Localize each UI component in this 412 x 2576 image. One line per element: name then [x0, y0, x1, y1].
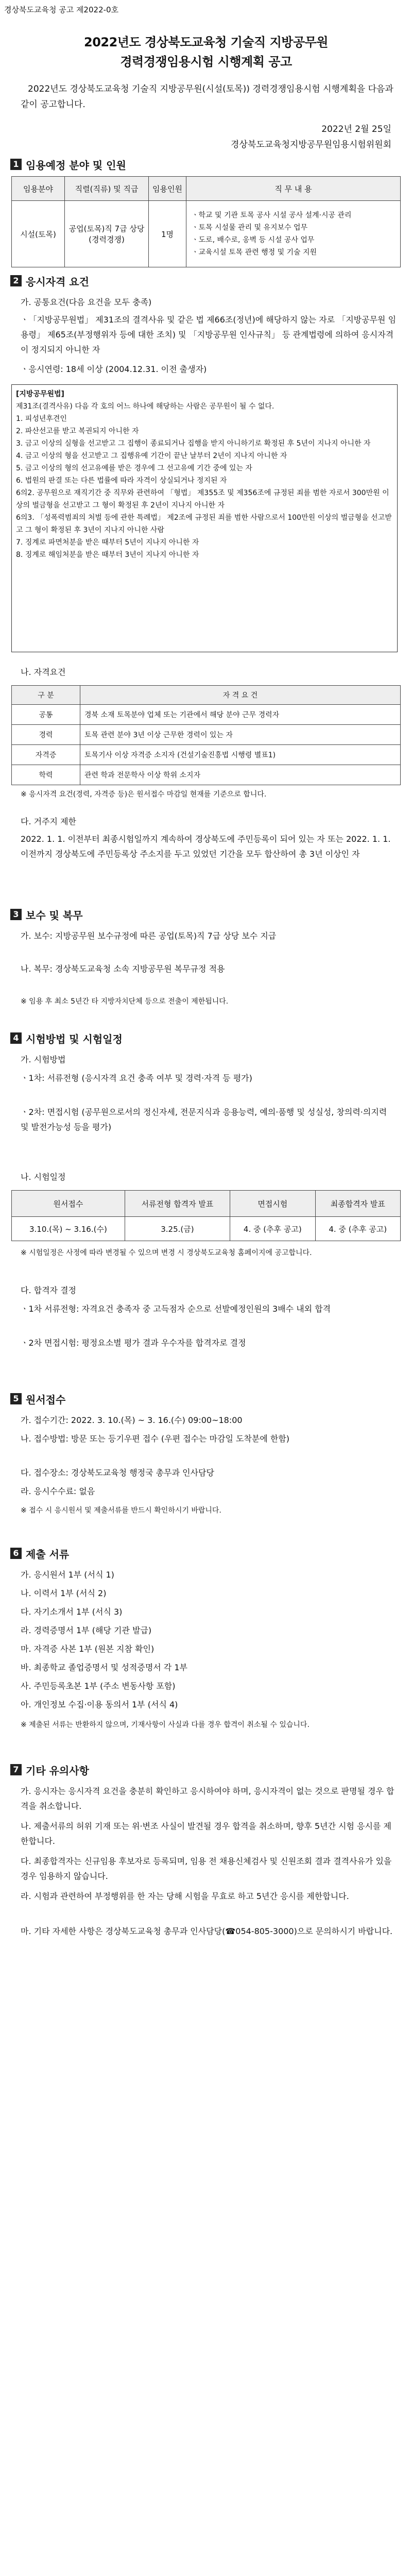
table-cell: 경북 소재 토목분야 업체 또는 기관에서 해당 분야 근무 경력자: [80, 705, 401, 725]
paragraph: ㆍ2차 면접시험: 평정요소별 평가 결과 우수자를 합격자로 결정: [21, 1338, 246, 1348]
page-title-line2: 경력경쟁임용시험 시행계획 공고: [120, 55, 292, 69]
table-cell: 학력: [12, 765, 80, 785]
paragraph: 가. 공통요건(다음 요건을 모두 충족): [21, 297, 152, 307]
table-cell-field: 시설(토목): [12, 201, 65, 267]
table-cell: 경력: [12, 725, 80, 745]
table-cell-grade: 공업(토목)직 7급 상당 (경력경쟁): [65, 201, 149, 267]
list-item: 라. 경력증명서 1부 (해당 기관 발급): [21, 1625, 152, 1635]
paragraph: 다. 합격자 결정: [21, 1285, 76, 1295]
paragraph: ㆍ응시연령: 18세 이상 (2004.12.31. 이전 출생자): [21, 364, 207, 374]
schedule-table: [11, 1190, 401, 1241]
paragraph: 나. 시험일정: [21, 1172, 66, 1182]
notice-signer: 경상북도교육청지방공무원임용시험위원회: [230, 140, 391, 150]
paragraph: 가. 접수기간: 2022. 3. 10.(목) ~ 3. 16.(수) 09:00~18:00: [21, 1415, 243, 1425]
paragraph: 다. 거주지 제한: [21, 817, 76, 826]
table-cell: 공통: [12, 705, 80, 725]
table-cell-count: 1명: [149, 201, 186, 267]
table-cell: 4. 중 (추후 공고): [230, 1217, 315, 1241]
box-body: 제31조(결격사유) 다음 각 호의 어느 하나에 해당하는 사람은 공무원이 될 수 없다. 1. 피성년후견인 2. 파산선고를 받고 복권되지 아니한 자 3. 금고 이상의 실형을 선고받고 그 집행이 종료되거나 집행을 받지 아니하기로 확정된 후 5년이 지나지 아니한 자 4. 금고 이상의 형을 선고받고 그 집행유예 기간이 끝난 날부터 2년이 지나지 아니한 자 5. 금고 이상의 형의 선고유예를 받은 경우에 그 선고유예 기간 중에 있는 자 6. 법원의 판결 또는 다른 법률에 따라 자격이 상실되거나 정지된 자 6의2. 공무원으로 재직기간 중 직무와 관련하여 「형법」 제355조 및 제356조에 규정된 죄를 범한 자로서 300만원 이상의 벌금형을 선고받고 그 형이 확정된 후 2년이 지나지 아니한 자 6의3. 「성폭력범죄의 처벌 등에 관한 특례법」 제2조에 규정된 죄를 범한 사람으로서 100만원 이상의 벌금형을 선고받고 그 형이 확정된 후 3년이 지나지 아니한 사람 7. 징계로 파면처분을 받은 때부터 5년이 지나지 아니한 자 8. 징계로 해임처분을 받은 때부터 3년이 지나지 아니한 자: [16, 402, 392, 559]
column-header: 구 분: [12, 686, 80, 705]
section-number: 5: [10, 1393, 22, 1404]
column-header: 면접시험: [230, 1191, 315, 1217]
section-1-heading: [10, 157, 126, 172]
section-number: 4: [10, 1032, 22, 1044]
column-header: 서류전형 합격자 발표: [125, 1191, 230, 1217]
paragraph: 나. 접수방법: 방문 또는 등기우편 접수 (우편 접수는 마감일 도착분에 한함): [21, 1434, 290, 1444]
paragraph: 다. 최종합격자는 신규임용 후보자로 등록되며, 임용 전 채용신체검사 및 신원조회 결과 결격사유가 있을 경우 임용하지 않습니다.: [21, 1856, 392, 1881]
table-cell: 4. 중 (추후 공고): [315, 1217, 400, 1241]
section-number: 2: [10, 275, 22, 286]
section-title: 응시자격 요건: [26, 275, 89, 288]
paragraph: ㆍ1차 서류전형: 자격요건 충족자 중 고득점자 순으로 선발예정인원의 3배수 내외 합격: [21, 1304, 331, 1314]
paragraph: 마. 기타 자세한 사항은 경상북도교육청 총무과 인사담당(☎054-805-3000)으로 문의하시기 바랍니다.: [21, 1926, 393, 1936]
paragraph: 나. 자격요건: [21, 667, 66, 677]
note: ※ 제출된 서류는 반환하지 않으며, 기재사항이 사실과 다를 경우 합격이 취소될 수 있습니다.: [21, 1721, 310, 1729]
paragraph: 라. 응시수수료: 없음: [21, 1486, 95, 1496]
paragraph: 가. 시험방법: [21, 1055, 66, 1064]
note: ※ 접수 시 응시원서 및 제출서류를 반드시 확인하시기 바랍니다.: [21, 1506, 221, 1515]
paragraph: 다. 접수장소: 경상북도교육청 행정국 총무과 인사담당: [21, 1468, 214, 1478]
paragraph: ㆍ2차: 면접시험 (공무원으로서의 정신자세, 전문지식과 응용능력, 예의·품행 및 성실성, 창의력·의지력 및 발전가능성 등을 평가): [21, 1107, 387, 1132]
section-4-heading: [10, 1030, 123, 1046]
section-number: 6: [10, 1548, 22, 1559]
section-title: 제출 서류: [26, 1548, 70, 1561]
qualification-table: [11, 685, 401, 785]
paragraph: 라. 시험과 관련하여 부정행위를 한 자는 당해 시험을 무효로 하고 5년간 응시를 제한합니다.: [21, 1891, 349, 1901]
section-7-heading: [10, 1762, 89, 1777]
section-number: 3: [10, 909, 22, 920]
paragraph: ㆍ1차: 서류전형 (응시자격 요건 충족 여부 및 경력·자격 등 평가): [21, 1073, 252, 1083]
list-item: 아. 개인정보 수집·이용 동의서 1부 (서식 4): [21, 1700, 178, 1709]
column-header: 자 격 요 건: [80, 686, 401, 705]
column-header: 직렬(직류) 및 직급: [65, 177, 149, 201]
table-cell: 토목 관련 분야 3년 이상 근무한 경력이 있는 자: [80, 725, 401, 745]
section-6-heading: [10, 1546, 69, 1561]
section-title: 원서접수: [26, 1393, 66, 1406]
section-title: 시험방법 및 시험일정: [26, 1032, 123, 1045]
intro-paragraph: 2022년도 경상북도교육청 기술직 지방공무원(시설(토목)) 경력경쟁임용시험 시행계획을 다음과 같이 공고합니다.: [21, 84, 393, 110]
section-title: 보수 및 복무: [26, 909, 83, 922]
list-item: 가. 응시원서 1부 (서식 1): [21, 1570, 114, 1580]
column-header: 최종합격자 발표: [315, 1191, 400, 1217]
section-title: 기타 유의사항: [26, 1764, 89, 1777]
list-item: 나. 이력서 1부 (서식 2): [21, 1588, 107, 1598]
section-title: 임용예정 분야 및 인원: [26, 159, 126, 172]
section-5-heading: [10, 1391, 65, 1406]
paragraph: ㆍ「지방공무원법」 제31조의 결격사유 및 같은 법 제66조(정년)에 해당하지 않는 자로 「지방공무원 임용령」 제65조(부정행위자 등에 대한 조치) 및 「지방공무원 인사규칙」 등 관계법령에 의하여 응시자격이 정지되지 아니한 자: [21, 315, 397, 354]
notice-date: 2022년 2월 25일: [321, 124, 391, 134]
box-title: [지방공무원법]: [16, 390, 64, 398]
section-number: 1: [10, 159, 22, 170]
paragraph: 가. 보수: 지방공무원 보수규정에 따른 공업(토목)직 7급 상당 보수 지급: [21, 931, 277, 941]
list-item: 마. 자격증 사본 1부 (원본 지참 확인): [21, 1644, 154, 1654]
notice-reference: 경상북도교육청 공고 제2022-0호: [4, 5, 119, 14]
paragraph: 나. 복무: 경상북도교육청 소속 지방공무원 복무규정 적용: [21, 964, 225, 974]
column-header: 원서접수: [12, 1191, 125, 1217]
paragraph: 가. 응시자는 응시자격 요건을 충분히 확인하고 응시하여야 하며, 응시자격이 없는 것으로 판명될 경우 합격을 취소합니다.: [21, 1786, 394, 1811]
paragraph: 나. 제출서류의 허위 기재 또는 위·변조 사실이 발견될 경우 합격을 취소하며, 향후 5년간 시험 응시를 제한합니다.: [21, 1821, 391, 1846]
list-item: 사. 주민등록초본 1부 (주소 변동사항 포함): [21, 1681, 176, 1691]
column-header: 임용분야: [12, 177, 65, 201]
column-header: 임용인원: [149, 177, 186, 201]
table-cell: 3.10.(목) ~ 3.16.(수): [12, 1217, 125, 1241]
table-cell: 자격증: [12, 745, 80, 765]
section-2-heading: [10, 273, 89, 289]
page-title-line1: 2022년도 경상북도교육청 기술직 지방공무원: [84, 35, 328, 49]
table-cell-duties: ㆍ학교 및 기관 토목 공사 시설 공사 설계·시공 관리 ㆍ토목 시설물 관리 및 유지보수 업무 ㆍ도로, 배수로, 옹벽 등 시설 공사 업무 ㆍ교육시설 토목 관련 행정 및 기술 지원: [186, 201, 401, 267]
recruitment-table: [11, 176, 401, 267]
note: ※ 응시자격 요건(경력, 자격증 등)은 원서접수 마감일 현재를 기준으로 합니다.: [21, 790, 267, 799]
section-3-heading: [10, 907, 83, 922]
note: ※ 시험일정은 사정에 따라 변경될 수 있으며 변경 시 경상북도교육청 홈페이지에 공고합니다.: [21, 1249, 312, 1257]
table-cell: 토목기사 이상 자격증 소지자 (건설기술진흥법 시행령 별표1): [80, 745, 401, 765]
law-excerpt-box: [11, 384, 398, 652]
column-header: 직 무 내 용: [186, 177, 401, 201]
table-cell: 관련 학과 전문학사 이상 학위 소지자: [80, 765, 401, 785]
paragraph: 2022. 1. 1. 이전부터 최종시험일까지 계속하여 경상북도에 주민등록이 되어 있는 자 또는 2022. 1. 1. 이전까지 경상북도에 주민등록상 주소지를 두고 있었던 기간을 모두 합산하여 총 3년 이상인 자: [21, 834, 391, 859]
list-item: 바. 최종학교 졸업증명서 및 성적증명서 각 1부: [21, 1663, 187, 1672]
table-cell: 3.25.(금): [125, 1217, 230, 1241]
note: ※ 임용 후 최소 5년간 타 지방자치단체 등으로 전출이 제한됩니다.: [21, 997, 229, 1006]
section-number: 7: [10, 1764, 22, 1775]
list-item: 다. 자기소개서 1부 (서식 3): [21, 1607, 123, 1617]
